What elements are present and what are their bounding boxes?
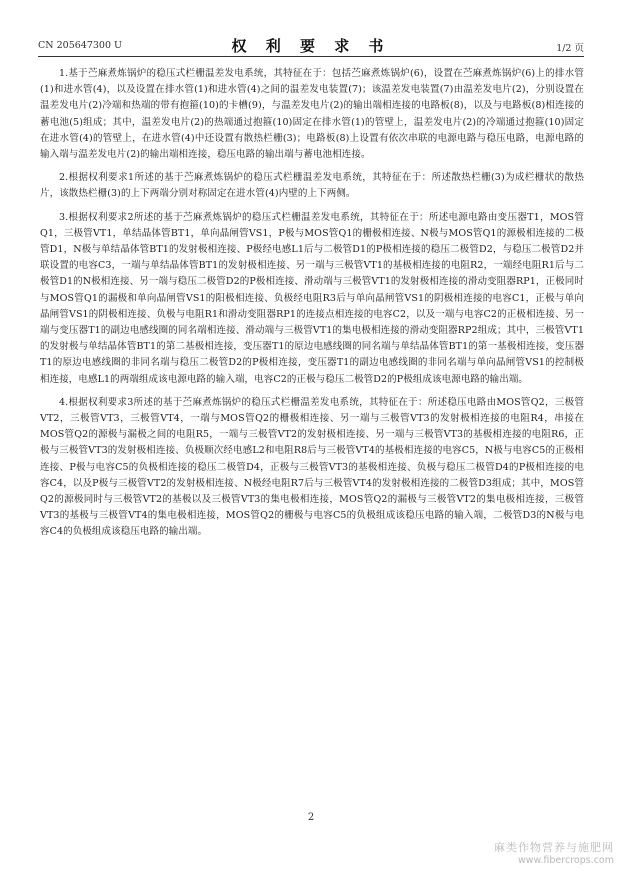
watermark-url: www.fibercrops.com — [517, 855, 614, 866]
document-header — [38, 34, 584, 57]
page-title: 权 利 要 求 书 — [231, 37, 391, 55]
site-watermark — [494, 841, 614, 867]
claim-4: 4.根据权利要求3所述的基于苎麻煮炼锅炉的稳压式栏栅温差发电系统，其特征在于：所述稳压电路由MOS管Q2，三极管VT2，三极管VT3，三极管VT4，一端与MOS管Q2的栅极相连接、另一端与三极管VT3的发射极相连接的电阻R4，串接在MOS管Q2的源极与漏极之间的电阻R5，一端与三极管VT2的发射极相连接、另一端与三极管VT3的基极相连接的电阻R6，正极与三极管VT3的发射极相连接、负极顺次经电感L2和电阻R8后与三极管VT4的基极相连接的电容C5，N极与电容C5的正极相连接、P极与电容C5的负极相连接的稳压二极管D4，正极与三极管VT3的基极相连接、负极与稳压二极管D4的P极相连接的电容C4，以及P极与三极管VT2的发射极相连接、N极经电阻R7后与三极管VT4的发射极相连接的二极管D3组成；其中，MOS管Q2的源极同时与三极管VT2的基极以及三极管VT3的集电极相连接，MOS管Q2的漏极与三极管VT2的集电极相连接，三极管VT3的基极与三极管VT4的集电极相连接，MOS管Q2的栅极与电容C5的负极组成该稳压电路的输入端，二极管D3的N极与电容C4的负极组成该稳压电路的输出端。 — [40, 396, 584, 538]
patent-number: CN 205647300 U — [38, 40, 123, 51]
claims-body — [40, 66, 584, 548]
claim-2: 2.根据权利要求1所述的基于苎麻煮炼锅炉的稳压式栏栅温差发电系统，其特征在于：所述散热栏栅(3)为成栏栅状的散热片，该散热栏栅(3)的上下两端分别对称固定在进水管(4)内壁的上下两侧。 — [40, 172, 584, 200]
claim-3: 3.根据权利要求2所述的基于苎麻煮炼锅炉的稳压式栏栅温差发电系统，其特征在于：所述电源电路由变压器T1，MOS管Q1，三极管VT1，单结晶体管BT1，单向晶闸管VS1，P极与MOS管Q1的栅极相连接、N极与MOS管Q1的源极相连接的二极管D1，N极与单结晶体管BT1的发射极相连接、P极经电感L1后与二极管D1的P极相连接的稳压二极管D2，与稳压二极管D2并联设置的电容C3，一端与单结晶体管BT1的发射极相连接、另一端与三极管VT1的基极相连接的电阻R2，一端经电阻R1后与二极管D1的N极相连接、另一端与稳压二极管D2的P极相连接、滑动端与三极管VT1的发射极相连接的滑动变阻器RP1，正极同时与MOS管Q1的漏极和单向晶闸管VS1的阳极相连接、负极经电阻R3后与单向晶闸管VS1的阴极相连接的电容C1，正极与单向晶闸管VS1的阴极相连接、负极与电阻R1和滑动变阻器RP1的连接点相连接的电容C2，以及一端与电容C2的正极相连接、另一端与变压器T1的副边电感线圈的同名端相连接、滑动端与三极管VT1的集电极相连接的滑动变阻器RP2组成；其中，三极管VT1的发射极与单结晶体管BT1的第二基极相连接，变压器T1的原边电感线圈的同名端与单结晶体管BT1的第一基极相连接，变压器T1的原边电感线圈的非同名端与稳压二极管D2的P极相连接，变压器T1的副边电感线圈的非同名端与单向晶闸管VS1的控制极相连接，电感L1的两端组成该电源电路的输入端，电容C2的正极与稳压二极管D2的P极组成该电源电路的输出端。 — [40, 211, 584, 385]
page-number: 2 — [307, 812, 315, 823]
watermark-name: 麻类作物营养与施肥网 — [494, 841, 614, 854]
claim-1: 1.基于苎麻煮炼锅炉的稳压式栏栅温差发电系统，其特征在于：包括苎麻煮炼锅炉(6)，设置在苎麻煮炼锅炉(6)上的排水管(1)和进水管(4)，以及设置在排水管(1)和进水管(4)之间的温差发电装置(7)；该温差发电装置(7)由温差发电片(2)，分别设置在温差发电片(2)冷端和热端的带有抱箍(10)的卡槽(9)，与温差发电片(2)的输出端相连接的电路板(8)，以及与电路板(8)相连接的蓄电池(5)组成；其中，温差发电片(2)的热端通过抱箍(10)固定在排水管(1)的管壁上，温差发电片(2)的冷端通过抱箍(10)固定在进水管(4)的管壁上，在进水管(4)中还设置有散热栏栅(3)；电路板(8)上设置有依次串联的电源电路与稳压电路，电源电路的输入端与温差发电片(2)的输出端相连接，稳压电路的输出端与蓄电池相连接。 — [40, 68, 584, 161]
page-indicator: 1/2 页 — [556, 43, 584, 54]
